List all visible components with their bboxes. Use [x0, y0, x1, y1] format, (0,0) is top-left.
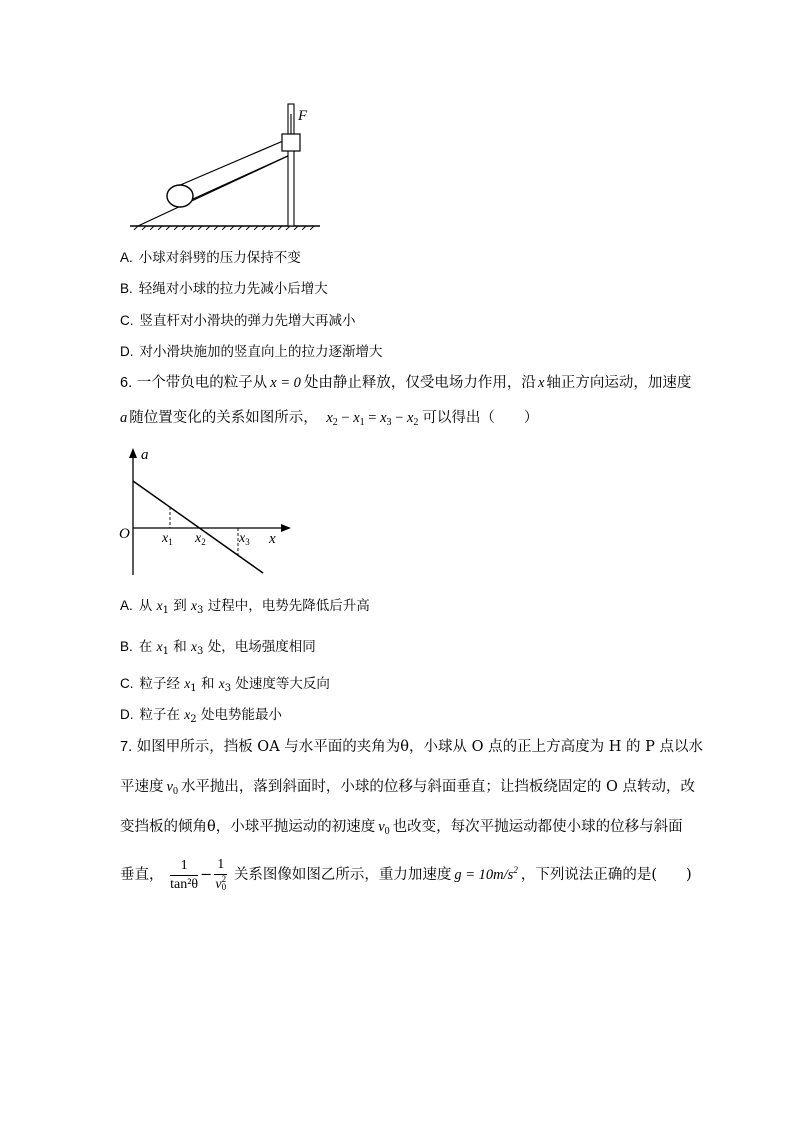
- option-letter: B.: [120, 281, 133, 296]
- variable: x: [537, 375, 545, 391]
- x-axis-label: x: [269, 531, 276, 547]
- subscript: 1: [162, 646, 169, 657]
- fraction-denominator: v 2 0: [215, 874, 227, 892]
- option-letter: B.: [120, 639, 133, 654]
- option-text: 小球对斜劈的压力保持不变: [138, 250, 301, 266]
- option-letter: C.: [120, 313, 134, 328]
- q6-stem-line2: [120, 407, 538, 434]
- q5-option-b: [120, 280, 328, 298]
- force-label: F: [298, 108, 308, 124]
- q6-a-x-graph: [115, 445, 295, 577]
- option-text: 处电势能最小: [196, 707, 282, 723]
- fraction-numerator: 1: [214, 856, 227, 875]
- q7-stem-line3: [120, 816, 683, 843]
- variable: x: [156, 598, 163, 613]
- minus-sign: −: [200, 867, 213, 883]
- question-number: 7.: [120, 739, 133, 755]
- v0-symbol: $v_0$: [378, 819, 390, 837]
- variable: x: [156, 639, 163, 654]
- stem-text: ，下列说法正确的是( ): [520, 867, 692, 883]
- stem-text: 随位置变化的关系如图所示，: [129, 410, 318, 426]
- option-letter: A.: [120, 598, 133, 613]
- subscript: 3: [197, 646, 204, 657]
- subscript: 1: [190, 683, 197, 694]
- stem-text: 如图甲所示，挡板 OA 与水平面的夹角为θ，小球从 O 点的正上方高度为 H 的 P 点以水: [136, 739, 703, 755]
- stem-text: 平速度: [120, 779, 164, 795]
- fraction-numerator: 1: [170, 857, 198, 876]
- subscript: 1: [162, 605, 169, 616]
- stem-text: 垂直，: [120, 867, 164, 883]
- stem-text: 一个带负电的粒子从: [136, 375, 268, 391]
- q6-stem-line1: [120, 372, 691, 394]
- option-text: 过程中，电势先降低后升高: [203, 598, 370, 614]
- fraction-1-over-v0-squared: [214, 856, 227, 894]
- stem-text: 可以得出（ ）: [422, 410, 539, 426]
- option-letter: A.: [120, 250, 133, 265]
- variable: x: [191, 598, 198, 613]
- variable: x: [184, 707, 191, 722]
- stem-text: 关系图像如图乙所示，重力加速度: [233, 867, 452, 883]
- q6-option-d: [120, 706, 282, 729]
- ball: [167, 185, 193, 207]
- y-axis-label: a: [141, 447, 149, 463]
- option-text: 轻绳对小球的拉力先减小后增大: [138, 281, 328, 297]
- equation: x = 0: [270, 375, 301, 391]
- stem-text: 水平抛出，落到斜面时，小球的位移与斜面垂直；让挡板绕固定的 O 点转动，改: [180, 779, 696, 795]
- incline-figure: [120, 98, 330, 230]
- question-number: 6.: [120, 375, 133, 391]
- rope-lower: [182, 154, 292, 204]
- option-text: 粒子在: [139, 707, 185, 723]
- q5-option-d: [120, 343, 383, 361]
- q6-option-b: [120, 638, 316, 661]
- stem-text: 变挡板的倾角θ，小球平抛运动的初速度: [120, 819, 376, 835]
- a-x-line: [133, 481, 263, 573]
- option-text: 和: [168, 639, 192, 655]
- q5-option-a: [120, 249, 301, 267]
- option-text: 从: [138, 598, 157, 614]
- option-text: 竖直杆对小滑块的弹力先增大再减小: [139, 313, 356, 329]
- q6-option-c: [120, 675, 330, 698]
- gravity-equation: $g = 10m/s^2$: [454, 865, 518, 883]
- x-axis-arrow: [281, 524, 291, 532]
- variable: x: [184, 676, 191, 691]
- variable: x: [191, 639, 198, 654]
- tick-x3: $x_3$: [239, 531, 250, 547]
- option-text: 处速度等大反向: [231, 676, 330, 692]
- subscript: 3: [197, 605, 204, 616]
- y-axis-arrow: [129, 448, 137, 458]
- option-text: 在: [138, 639, 157, 655]
- tick-x1: $x_1$: [162, 531, 173, 547]
- variable: a: [120, 410, 128, 426]
- q7-stem-line2: [120, 776, 695, 803]
- option-text: 处，电场强度相同: [203, 639, 316, 655]
- stem-text: 轴正方向运动，加速度: [546, 375, 692, 391]
- option-text: 到: [168, 598, 192, 614]
- q7-stem-line1: [120, 736, 703, 758]
- option-letter: D.: [120, 707, 134, 722]
- fraction-denominator: tan²θ: [170, 876, 199, 892]
- q7-stem-line4: [120, 856, 692, 894]
- tick-x2: $x_2$: [195, 531, 206, 547]
- option-letter: D.: [120, 344, 134, 359]
- subscript: 3: [224, 683, 232, 694]
- stem-text: 处由静止释放，仅受电场力作用，沿: [303, 375, 536, 391]
- v0-symbol: $v_0$: [166, 779, 178, 797]
- slider-block: [282, 134, 300, 151]
- q6-option-a: [120, 597, 370, 620]
- q5-option-c: [120, 312, 356, 330]
- fraction-1-over-tan2theta: [170, 857, 198, 894]
- option-text: 对小滑块施加的竖直向上的拉力逐渐增大: [139, 344, 383, 360]
- stem-text: 也改变，每次平抛运动都使小球的位移与斜面: [392, 819, 683, 835]
- option-text: 粒子经: [139, 676, 185, 692]
- variable: x: [218, 676, 225, 691]
- q6-relation: $x_2 - x_1 = x_3 - x_2$: [326, 410, 419, 428]
- option-text: 和: [196, 676, 219, 692]
- subscript: 2: [190, 714, 197, 725]
- option-letter: C.: [120, 676, 134, 691]
- origin-label: O: [119, 526, 130, 542]
